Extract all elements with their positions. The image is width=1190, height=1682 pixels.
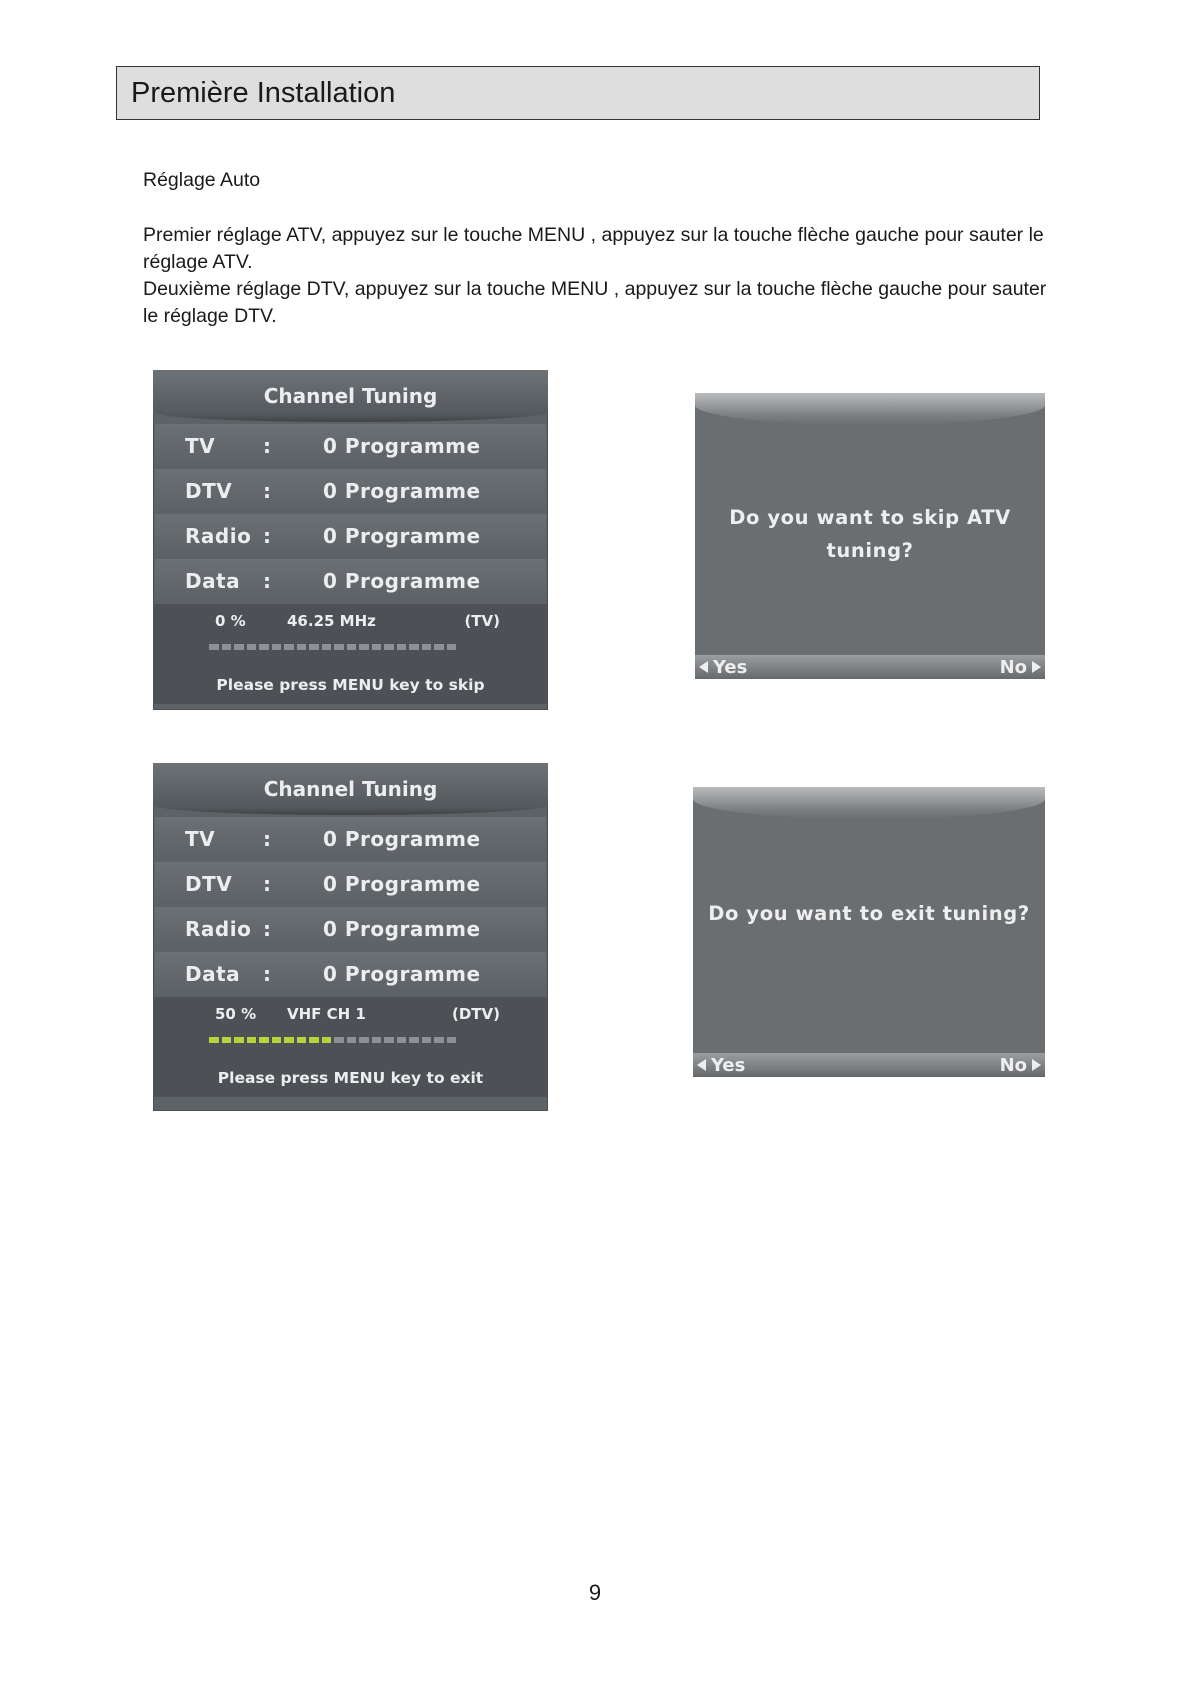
- progress-percent: 0 %: [215, 612, 246, 630]
- progress-segment: [397, 644, 407, 650]
- progress-segment: [259, 644, 269, 650]
- row-colon: :: [263, 826, 272, 851]
- dialog-message-line1: Do you want to skip ATV: [729, 506, 1011, 529]
- progress-segment: [284, 644, 294, 650]
- yes-button[interactable]: [699, 657, 747, 678]
- progress-percent: 50 %: [215, 1005, 257, 1023]
- arrow-right-icon: [1032, 661, 1041, 673]
- dialog-message: [693, 897, 1045, 930]
- row-label: Radio: [185, 523, 252, 548]
- progress-segment: [309, 644, 319, 650]
- progress-segment: [247, 644, 257, 650]
- dialog-footer: [693, 1053, 1045, 1077]
- progress-segment: [359, 1037, 369, 1043]
- progress-segment: [297, 644, 307, 650]
- band-readout: (DTV): [451, 1005, 500, 1023]
- tuning-status: [153, 604, 548, 704]
- progress-bar: [209, 1037, 456, 1043]
- dialog-message-line1: Do you want to exit tuning?: [708, 902, 1030, 925]
- progress-segment: [384, 644, 394, 650]
- yes-label: Yes: [711, 1054, 746, 1076]
- progress-segment: [322, 1037, 332, 1043]
- row-label: TV: [185, 433, 216, 458]
- progress-segment: [447, 1037, 457, 1043]
- progress-segment: [372, 644, 382, 650]
- progress-bar: [209, 644, 456, 650]
- progress-segment: [209, 644, 219, 650]
- row-value: 0 Programme: [323, 478, 481, 503]
- progress-segment: [422, 644, 432, 650]
- progress-segment: [272, 644, 282, 650]
- row-label: DTV: [185, 871, 233, 896]
- frequency-readout: VHF CH 1: [287, 1005, 366, 1023]
- arrow-left-icon: [699, 661, 708, 673]
- row-colon: :: [263, 478, 272, 503]
- no-label: No: [999, 1054, 1027, 1076]
- panel-title: Channel Tuning: [153, 370, 548, 422]
- page-number: 9: [588, 1580, 602, 1605]
- row-tv: [155, 817, 546, 860]
- row-value: 0 Programme: [323, 523, 481, 548]
- progress-segment: [309, 1037, 319, 1043]
- dialog-message-line2: tuning?: [826, 539, 914, 562]
- channel-tuning-panel-atv: [153, 370, 548, 710]
- progress-segment: [347, 1037, 357, 1043]
- row-value: 0 Programme: [323, 826, 481, 851]
- row-radio: [155, 514, 546, 557]
- frequency-readout: 46.25 MHz: [287, 612, 376, 630]
- yes-button[interactable]: [697, 1055, 745, 1076]
- paragraph-atv: Premier réglage ATV, appuyez sur le touche MENU , appuyez sur la touche flèche gauche pour sauter le réglage ATV.: [143, 224, 1044, 273]
- dialog-footer: [695, 655, 1045, 679]
- row-value: 0 Programme: [323, 871, 481, 896]
- progress-segment: [372, 1037, 382, 1043]
- skip-hint: Please press MENU key to skip: [216, 676, 485, 694]
- row-colon: :: [263, 433, 272, 458]
- progress-segment: [234, 644, 244, 650]
- dialog-top-bar: [695, 393, 1045, 425]
- dialog-message: [695, 501, 1045, 567]
- progress-segment: [334, 1037, 344, 1043]
- progress-segment: [447, 644, 457, 650]
- channel-tuning-panel-dtv: [153, 763, 548, 1111]
- progress-segment: [359, 644, 369, 650]
- section-header: [116, 66, 1040, 120]
- row-label: Data: [185, 961, 241, 986]
- row-dtv: [155, 469, 546, 512]
- row-label: TV: [185, 826, 216, 851]
- row-tv: [155, 424, 546, 467]
- skip-atv-dialog: [695, 393, 1045, 679]
- progress-segment: [334, 644, 344, 650]
- progress-segment: [272, 1037, 282, 1043]
- subtitle: Réglage Auto: [143, 169, 261, 191]
- progress-segment: [409, 1037, 419, 1043]
- row-dtv: [155, 862, 546, 905]
- arrow-right-icon: [1032, 1059, 1041, 1071]
- arrow-left-icon: [697, 1059, 706, 1071]
- progress-segment: [284, 1037, 294, 1043]
- progress-segment: [234, 1037, 244, 1043]
- no-label: No: [999, 656, 1027, 678]
- progress-segment: [434, 1037, 444, 1043]
- progress-segment: [434, 644, 444, 650]
- no-button[interactable]: [1000, 1055, 1041, 1076]
- panel-title: Channel Tuning: [153, 763, 548, 815]
- exit-tuning-dialog: [693, 787, 1045, 1077]
- progress-segment: [297, 1037, 307, 1043]
- progress-segment: [209, 1037, 219, 1043]
- row-colon: :: [263, 916, 272, 941]
- row-label: Radio: [185, 916, 252, 941]
- paragraph-dtv: Deuxième réglage DTV, appuyez sur la touche MENU , appuyez sur la touche flèche gauche pour sauter le réglage DTV.: [143, 278, 1047, 327]
- exit-hint: Please press MENU key to exit: [217, 1069, 484, 1087]
- no-button[interactable]: [1000, 657, 1041, 678]
- row-value: 0 Programme: [323, 961, 481, 986]
- progress-segment: [322, 644, 332, 650]
- progress-segment: [397, 1037, 407, 1043]
- row-colon: :: [263, 523, 272, 548]
- dialog-top-bar: [693, 787, 1045, 819]
- tuning-status: [153, 997, 548, 1097]
- row-colon: :: [263, 568, 272, 593]
- row-value: 0 Programme: [323, 916, 481, 941]
- progress-segment: [384, 1037, 394, 1043]
- progress-segment: [409, 644, 419, 650]
- progress-segment: [222, 1037, 232, 1043]
- band-readout: (TV): [464, 612, 500, 630]
- progress-segment: [259, 1037, 269, 1043]
- row-value: 0 Programme: [323, 568, 481, 593]
- row-label: Data: [185, 568, 241, 593]
- progress-segment: [222, 644, 232, 650]
- section-title: Première Installation: [131, 76, 396, 109]
- progress-segment: [422, 1037, 432, 1043]
- row-radio: [155, 907, 546, 950]
- yes-label: Yes: [713, 656, 748, 678]
- row-colon: :: [263, 871, 272, 896]
- row-data: [155, 559, 546, 602]
- row-colon: :: [263, 961, 272, 986]
- row-value: 0 Programme: [323, 433, 481, 458]
- progress-segment: [247, 1037, 257, 1043]
- row-data: [155, 952, 546, 995]
- progress-segment: [347, 644, 357, 650]
- row-label: DTV: [185, 478, 233, 503]
